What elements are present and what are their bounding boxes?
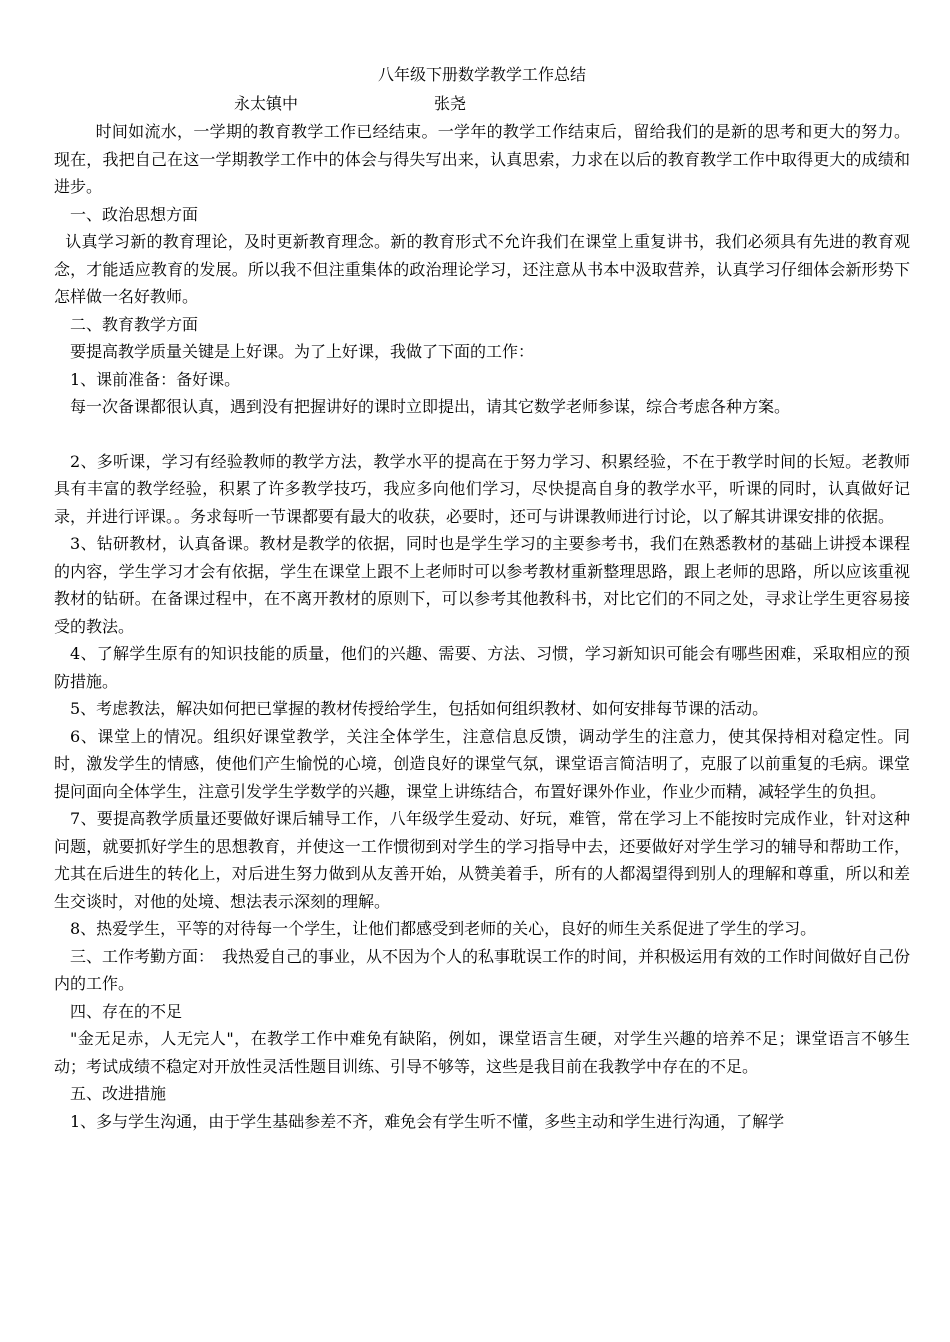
section-attendance: 三、工作考勤方面： 我热爱自己的事业，从不因为个人的私事耽误工作的时间，并积极运用有效的工作时间做好自己份内的工作。 [54, 946, 911, 993]
paragraph-teaching-intro: 要提高教学质量关键是上好课。为了上好课，我做了下面的工作： [70, 342, 535, 361]
item-3: 3、钻研教材，认真备课。教材是教学的依据，同时也是学生学习的主要参考书，我们在熟悉教材的基础上讲授本课程的内容，学生学习才会有依据，学生在课堂上跟不上老师时可以参考教材重新整理思路，跟上老师的思路，所以应该重视教材的钻研。在备课过程中，在不离开教材的原则下，可以参考其他教科书，对比它们的不同之处，寻求让学生更容易接受的教法。 [54, 534, 910, 636]
section-heading-politics: 一、政治思想方面 [70, 204, 199, 224]
blank-line [54, 421, 910, 448]
item-5: 5、考虑教法，解决如何把已掌握的教材传授给学生，包括如何组织教材、如何安排每节课的活动。 [70, 699, 769, 718]
section-heading-shortcomings: 四、存在的不足 [70, 1001, 183, 1021]
school-name: 永太镇中 [234, 94, 299, 113]
section-heading-improvements: 五、改进措施 [70, 1084, 167, 1103]
item-1-heading: 1、课前准备：备好课。 [70, 369, 241, 389]
paragraph-politics: 认真学习新的教育理论，及时更新教育理念。新的教育形式不允许我们在课堂上重复讲书，我们必须具有先进的教育观念，才能适应教育的发展。所以我不但注重集体的政治理论学习，还注意从书本中汲取营养，认真学习仔细体会新形势下怎样做一名好教师。 [54, 232, 910, 306]
document-title: 八年级下册数学教学工作总结 [377, 65, 586, 84]
paragraph-shortcomings: "金无足赤，人无完人"，在教学工作中难免有缺陷，例如，课堂语言生硬，对学生兴趣的培养不足；课堂语言不够生动；考试成绩不稳定对开放性灵活性题目训练、引导不够等，这些是我目前在我教学中存在的不足。 [54, 1029, 910, 1076]
improvement-1: 1、多与学生沟通，由于学生基础参差不齐，难免会有学生听不懂，多些主动和学生进行沟通，了解学 [70, 1111, 785, 1131]
item-2: 2、多听课，学习有经验教师的教学方法，教学水平的提高在于努力学习、积累经验，不在于教学时间的长短。老教师具有丰富的教学经验，积累了许多教学技巧，我应多向他们学习，尽快提高自身的教学水平，听课的同时，认真做好记录，并进行评课。。务求每听一节课都要有最大的收获，必要时，还可与讲课教师进行讨论，以了解其讲课安排的依据。 [54, 451, 910, 526]
paragraph-intro: 时间如流水，一学期的教育教学工作已经结束。一学年的教学工作结束后，留给我们的是新的思考和更大的努力。现在，我把自己在这一学期教学工作中的体会与得失写出来，认真思索，力求在以后的教育教学工作中取得更大的成绩和进步。 [54, 122, 910, 196]
item-7: 7、要提高教学质量还要做好课后辅导工作，八年级学生爱动、好玩，难管，常在学习上不能按时完成作业，针对这种问题，就要抓好学生的思想教育，并使这一工作惯彻到对学生的学习指导中去，还要做好对学生学习的辅导和帮助工作，尤其在后进生的转化上，对后进生努力做到从友善开始，从赞美着手，所有的人都渴望得到别人的理解和尊重，所以和差生交谈时，对他的处境、想法表示深刻的理解。 [54, 809, 910, 911]
item-4: 4、了解学生原有的知识技能的质量，他们的兴趣、需要、方法、习惯，学习新知识可能会有哪些困难，采取相应的预防措施。 [54, 644, 910, 691]
item-6: 6、课堂上的情况。组织好课堂教学，关注全体学生，注意信息反馈，调动学生的注意力，使其保持相对稳定性。同时，激发学生的情感，使他们产生愉悦的心境，创造良好的课堂气氛，课堂语言简洁明了，克服了以前重复的毛病。课堂提问面向全体学生，注意引发学生学数学的兴趣，课堂上讲练结合，布置好课外作业，作业少而精，减轻学生的负担。 [54, 726, 910, 801]
byline [54, 90, 910, 118]
document-page [54, 60, 910, 1135]
section-heading-teaching: 二、教育教学方面 [70, 314, 199, 334]
item-8: 8、热爱学生，平等的对待每一个学生，让他们都感受到老师的关心，良好的师生关系促进了学生的学习。 [70, 919, 817, 938]
item-1-body: 每一次备课都很认真，遇到没有把握讲好的课时立即提出，请其它数学老师参谋，综合考虑各种方案。 [70, 397, 791, 416]
author-name: 张尧 [434, 94, 467, 113]
